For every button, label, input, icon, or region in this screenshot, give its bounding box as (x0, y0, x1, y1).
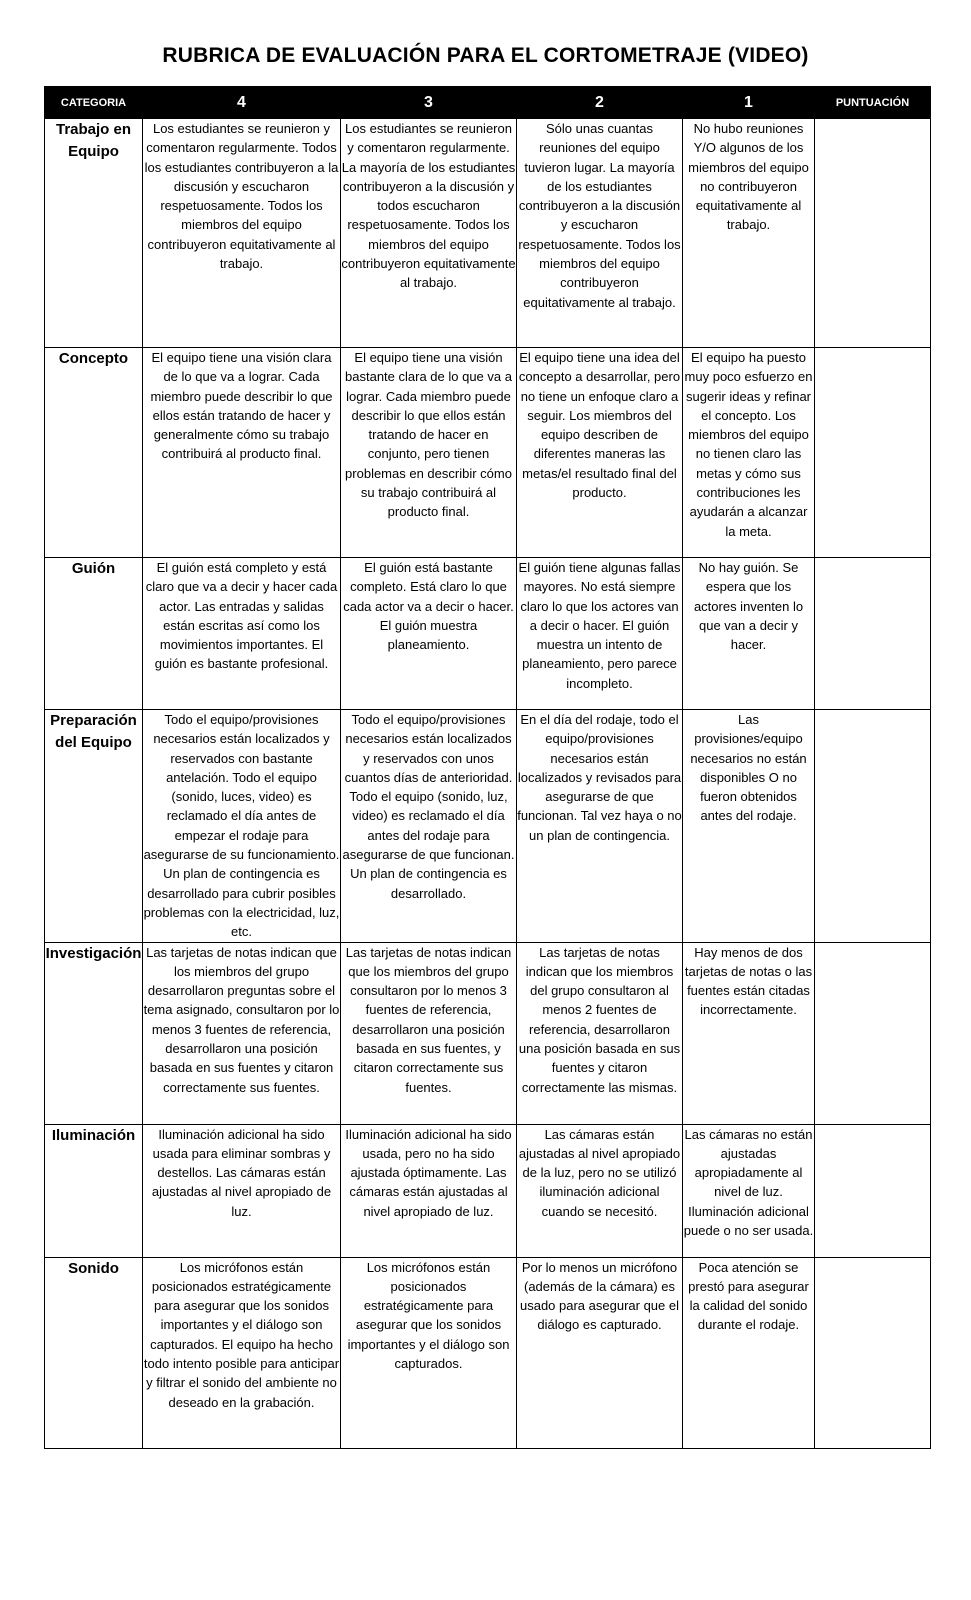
descriptor-3: Iluminación adicional ha sido usada, pero no ha sido ajustada óptimamente. Las cámaras están ajustadas al nivel apropiado de luz. (341, 1124, 517, 1257)
score-cell[interactable] (815, 1257, 931, 1448)
descriptor-4: Todo el equipo/provisiones necesarios están localizados y reservados con bastante antelación. Todo el equipo (sonido, luces, video) es reclamado el día antes de empezar el rodaje para asegurarse de su funcionamiento. Un plan de contingencia es desarrollado para cubrir posibles problemas con la electricidad, luz, etc. (143, 710, 341, 943)
score-cell[interactable] (815, 119, 931, 348)
descriptor-1: No hay guión. Se espera que los actores inventen lo que van a decir y hacer. (683, 558, 815, 710)
header-category: CATEGORIA (45, 87, 143, 119)
category-cell: Investigación (45, 942, 143, 1124)
category-cell: Sonido (45, 1257, 143, 1448)
descriptor-4: Los micrófonos están posicionados estratégicamente para asegurar que los sonidos importantes y el diálogo son capturados. El equipo ha hecho todo intento posible para anticipar y filtrar el sonido del ambiente no deseado en la grabación. (143, 1257, 341, 1448)
rubric-row-iluminacion (45, 1124, 931, 1257)
rubric-row-guion (45, 558, 931, 710)
descriptor-3: Las tarjetas de notas indican que los miembros del grupo consultaron por lo menos 3 fuentes de referencia, desarrollaron una posición basada en sus fuentes, y citaron correctamente sus fuentes. (341, 942, 517, 1124)
descriptor-1: Las provisiones/equipo necesarios no están disponibles O no fueron obtenidos antes del rodaje. (683, 710, 815, 943)
category-cell: Preparación del Equipo (45, 710, 143, 943)
rubric-table (44, 86, 931, 1449)
category-cell: Guión (45, 558, 143, 710)
descriptor-3: Los micrófonos están posicionados estratégicamente para asegurar que los sonidos importantes y el diálogo son capturados. (341, 1257, 517, 1448)
descriptor-4: Las tarjetas de notas indican que los miembros del grupo desarrollaron preguntas sobre el tema asignado, consultaron por lo menos 3 fuentes de referencia, desarrollaron una posición basada en sus fuentes y citaron correctamente sus fuentes. (143, 942, 341, 1124)
score-cell[interactable] (815, 942, 931, 1124)
descriptor-1: Las cámaras no están ajustadas apropiadamente al nivel de luz. Iluminación adicional puede o no ser usada. (683, 1124, 815, 1257)
descriptor-2: Por lo menos un micrófono (además de la cámara) es usado para asegurar que el diálogo es capturado. (517, 1257, 683, 1448)
descriptor-3: El guión está bastante completo. Está claro lo que cada actor va a decir o hacer. El guión muestra planeamiento. (341, 558, 517, 710)
header-score-3: 3 (341, 87, 517, 119)
page-title: RUBRICA DE EVALUACIÓN PARA EL CORTOMETRAJE (VIDEO) (162, 44, 809, 67)
descriptor-1: Poca atención se prestó para asegurar la calidad del sonido durante el rodaje. (683, 1257, 815, 1448)
descriptor-3: Todo el equipo/provisiones necesarios están localizados y reservados con unos cuantos días de anterioridad. Todo el equipo (sonido, luz, video) es reclamado el día antes del rodaje para asegurarse de que funcionan. Un plan de contingencia es desarrollado. (341, 710, 517, 943)
descriptor-1: No hubo reuniones Y/O algunos de los miembros del equipo no contribuyeron equitativamente al trabajo. (683, 119, 815, 348)
descriptor-2: Las tarjetas de notas indican que los miembros del grupo consultaron al menos 2 fuentes de referencia, desarrollaron una posición basada en sus fuentes y citaron correctamente las mismas. (517, 942, 683, 1124)
rubric-row-preparacion-del-equipo (45, 710, 931, 943)
header-row (45, 87, 931, 119)
rubric-row-trabajo-en-equipo (45, 119, 931, 348)
descriptor-2: En el día del rodaje, todo el equipo/provisiones necesarios están localizados y revisados para asegurarse de que funcionan. Tal vez haya o no un plan de contingencia. (517, 710, 683, 943)
category-cell: Trabajo en Equipo (45, 119, 143, 348)
rubric-row-sonido (45, 1257, 931, 1448)
descriptor-3: Los estudiantes se reunieron y comentaron regularmente. La mayoría de los estudiantes contribuyeron a la discusión y todos escucharon respetuosamente. Todos los miembros del equipo contribuyeron equitativamente al trabajo. (341, 119, 517, 348)
descriptor-4: Los estudiantes se reunieron y comentaron regularmente. Todos los estudiantes contribuyeron a la discusión y escucharon respetuosamente. Todos los miembros del equipo contribuyeron equitativamente al trabajo. (143, 119, 341, 348)
descriptor-2: Sólo unas cuantas reuniones del equipo tuvieron lugar. La mayoría de los estudiantes contribuyeron a la discusión y escucharon respetuosamente. Todos los miembros del equipo contribuyeron equitativamente al trabajo. (517, 119, 683, 348)
descriptor-1: Hay menos de dos tarjetas de notas o las fuentes están citadas incorrectamente. (683, 942, 815, 1124)
descriptor-3: El equipo tiene una visión bastante clara de lo que va a lograr. Cada miembro puede describir lo que ellos están tratando de hacer en conjunto, pero tienen problemas en describir cómo su trabajo contribuirá al producto final. (341, 348, 517, 558)
descriptor-4: El equipo tiene una visión clara de lo que va a lograr. Cada miembro puede describir lo que ellos están tratando de hacer y generalmente cómo su trabajo contribuirá al producto final. (143, 348, 341, 558)
rubric-row-concepto (45, 348, 931, 558)
rubric-row-investigacion (45, 942, 931, 1124)
header-score-4: 4 (143, 87, 341, 119)
category-cell: Iluminación (45, 1124, 143, 1257)
header-score-2: 2 (517, 87, 683, 119)
descriptor-1: El equipo ha puesto muy poco esfuerzo en sugerir ideas y refinar el concepto. Los miembros del equipo no tienen claro las metas y cómo sus contribuciones les ayudarán a alcanzar la meta. (683, 348, 815, 558)
descriptor-4: El guión está completo y está claro que va a decir y hacer cada actor. Las entradas y salidas están escritas así como los movimientos importantes. El guión es bastante profesional. (143, 558, 341, 710)
score-cell[interactable] (815, 1124, 931, 1257)
descriptor-2: El equipo tiene una idea del concepto a desarrollar, pero no tiene un enfoque claro a seguir. Los miembros del equipo describen de diferentes maneras las metas/el resultado final del producto. (517, 348, 683, 558)
category-cell: Concepto (45, 348, 143, 558)
descriptor-2: El guión tiene algunas fallas mayores. No está siempre claro lo que los actores van a decir o hacer. El guión muestra un intento de planeamiento, pero parece incompleto. (517, 558, 683, 710)
header-puntuacion: PUNTUACIÓN (815, 87, 931, 119)
descriptor-2: Las cámaras están ajustadas al nivel apropiado de la luz, pero no se utilizó iluminación adicional cuando se necesitó. (517, 1124, 683, 1257)
header-score-1: 1 (683, 87, 815, 119)
score-cell[interactable] (815, 348, 931, 558)
score-cell[interactable] (815, 558, 931, 710)
score-cell[interactable] (815, 710, 931, 943)
descriptor-4: Iluminación adicional ha sido usada para eliminar sombras y destellos. Las cámaras están ajustadas al nivel apropiado de luz. (143, 1124, 341, 1257)
